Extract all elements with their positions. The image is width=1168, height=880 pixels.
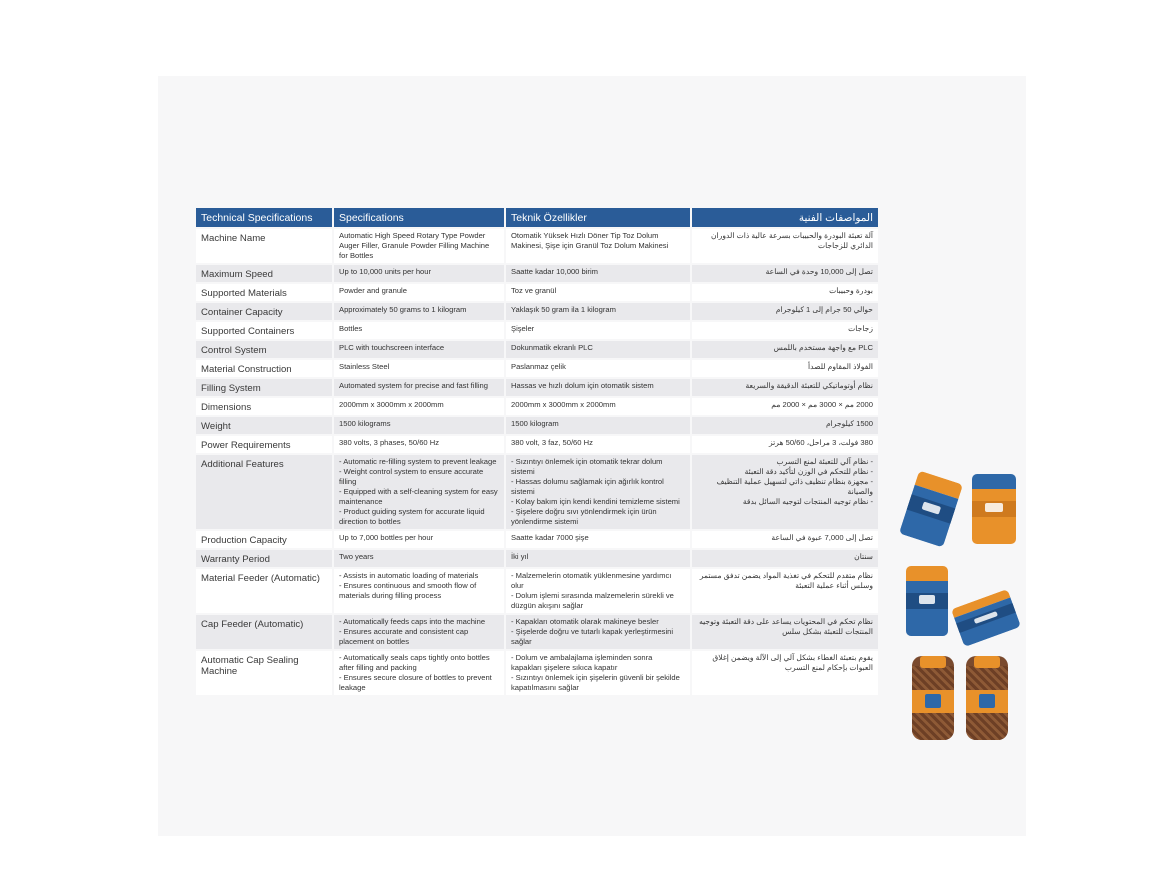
table-row xyxy=(196,651,878,695)
table-row xyxy=(196,550,878,567)
table-row xyxy=(196,436,878,453)
row-label: Automatic Cap Sealing Machine xyxy=(196,651,332,695)
product-jar-tilted-icon xyxy=(951,589,1021,647)
row-turkish: - Kapakları otomatik olarak makineye besler - Şişelerde doğru ve tutarlı kapak yerleştirmesini sağlar xyxy=(506,615,690,649)
row-arabic: آلة تعبئة البودرة والحبيبات بسرعة عالية ذات الدوران الدائري للزجاجات xyxy=(692,229,878,263)
table-row xyxy=(196,303,878,320)
table-row xyxy=(196,569,878,613)
row-english: Up to 7,000 bottles per hour xyxy=(334,531,504,548)
row-arabic: - نظام آلي للتعبئة لمنع التسرب - نظام للتحكم في الوزن لتأكيد دقة التعبئة - مجهزة بنظام تنظيف ذاتي لتسهيل عملية التنظيف والصيانة - نظام توجيه المنتجات لتوجيه السائل بدقة xyxy=(692,455,878,529)
row-english: 2000mm x 3000mm x 2000mm xyxy=(334,398,504,415)
row-label: Power Requirements xyxy=(196,436,332,453)
row-arabic: حوالي 50 جرام إلى 1 كيلوجرام xyxy=(692,303,878,320)
row-turkish: Saatte kadar 7000 şişe xyxy=(506,531,690,548)
coffee-jars-icon xyxy=(912,656,954,740)
row-turkish: Yaklaşık 50 gram ila 1 kilogram xyxy=(506,303,690,320)
table-row xyxy=(196,229,878,263)
row-english: - Automatic re-filling system to prevent leakage - Weight control system to ensure accurate filling - Equipped with a self-cleaning system for easy maintenance - Product guiding system for accurate liquid direction to bottles xyxy=(334,455,504,529)
row-english: - Automatically feeds caps into the machine - Ensures accurate and consistent cap placement on bottles xyxy=(334,615,504,649)
row-turkish: İki yıl xyxy=(506,550,690,567)
table-row xyxy=(196,398,878,415)
row-arabic: زجاجات xyxy=(692,322,878,339)
row-english: Powder and granule xyxy=(334,284,504,301)
row-turkish: - Sızıntıyı önlemek için otomatik tekrar dolum sistemi - Hassas dolumu sağlamak için ağırlık kontrol sistemi - Kolay bakım için kendi kendini temizleme sistemi - Şişelere doğru sıvı yönlendirmek için ürün yönlendirme sistemi xyxy=(506,455,690,529)
row-label: Supported Containers xyxy=(196,322,332,339)
row-english: - Automatically seals caps tightly onto bottles after filling and packing - Ensures secure closure of bottles to prevent leakage xyxy=(334,651,504,695)
coffee-jar-icon xyxy=(966,656,1008,740)
table-row xyxy=(196,417,878,434)
table-row xyxy=(196,379,878,396)
row-english: 1500 kilograms xyxy=(334,417,504,434)
table-row xyxy=(196,284,878,301)
product-jars-stack-icon xyxy=(906,566,948,636)
row-arabic: نظام تحكم في المحتويات يساعد على دقة التعبئة وتوجيه المنتجات للتعبئة بشكل سلس xyxy=(692,615,878,649)
row-turkish: 1500 kilogram xyxy=(506,417,690,434)
row-label: Control System xyxy=(196,341,332,358)
row-turkish: Hassas ve hızlı dolum için otomatik sistem xyxy=(506,379,690,396)
row-turkish: Otomatik Yüksek Hızlı Döner Tip Toz Dolum Makinesi, Şişe için Granül Toz Dolum Makinesi xyxy=(506,229,690,263)
row-english: PLC with touchscreen interface xyxy=(334,341,504,358)
table-row xyxy=(196,615,878,649)
row-label: Warranty Period xyxy=(196,550,332,567)
row-arabic: تصل إلى 7,000 عبوة في الساعة xyxy=(692,531,878,548)
row-arabic: تصل إلى 10,000 وحدة في الساعة xyxy=(692,265,878,282)
row-turkish: Şişeler xyxy=(506,322,690,339)
product-images xyxy=(898,466,1038,756)
row-turkish: Saatte kadar 10,000 birim xyxy=(506,265,690,282)
table-row xyxy=(196,455,878,529)
product-jar-icon xyxy=(972,474,1016,544)
row-arabic: بودرة وحبيبات xyxy=(692,284,878,301)
row-turkish: Paslanmaz çelik xyxy=(506,360,690,377)
row-turkish: 380 volt, 3 faz, 50/60 Hz xyxy=(506,436,690,453)
row-label: Machine Name xyxy=(196,229,332,263)
row-turkish: Toz ve granül xyxy=(506,284,690,301)
row-turkish: - Dolum ve ambalajlama işleminden sonra kapakları şişelere sıkıca kapatır - Sızıntıyı önlemek için şişelerin güvenli bir şekilde kapatılmasını sağlar xyxy=(506,651,690,695)
row-arabic: الفولاذ المقاوم للصدأ xyxy=(692,360,878,377)
product-jars-pair-icon xyxy=(899,471,963,548)
row-label: Filling System xyxy=(196,379,332,396)
row-label: Material Feeder (Automatic) xyxy=(196,569,332,613)
table-row xyxy=(196,531,878,548)
row-english: - Assists in automatic loading of materials - Ensures continuous and smooth flow of materials during filling process xyxy=(334,569,504,613)
row-arabic: سنتان xyxy=(692,550,878,567)
row-arabic: نظام متقدم للتحكم في تغذية المواد يضمن تدفق مستمر وسلس أثناء عملية التعبئة xyxy=(692,569,878,613)
row-english: 380 volts, 3 phases, 50/60 Hz xyxy=(334,436,504,453)
spec-table-header xyxy=(196,208,878,227)
row-arabic: 1500 كيلوجرام xyxy=(692,417,878,434)
row-label: Weight xyxy=(196,417,332,434)
row-english: Up to 10,000 units per hour xyxy=(334,265,504,282)
row-english: Stainless Steel xyxy=(334,360,504,377)
row-english: Two years xyxy=(334,550,504,567)
header-teknik-ozellikler: Teknik Özellikler xyxy=(506,208,690,227)
header-technical-specifications: Technical Specifications xyxy=(196,208,332,227)
row-arabic: يقوم بتعبئة الغطاء بشكل آلي إلى الآلة ويضمن إغلاق العبوات بإحكام لمنع التسرب xyxy=(692,651,878,695)
row-label: Dimensions xyxy=(196,398,332,415)
row-arabic: 2000 مم × 3000 مم × 2000 مم xyxy=(692,398,878,415)
row-label: Material Construction xyxy=(196,360,332,377)
row-label: Maximum Speed xyxy=(196,265,332,282)
row-arabic: PLC مع واجهة مستخدم باللمس xyxy=(692,341,878,358)
row-label: Supported Materials xyxy=(196,284,332,301)
row-turkish: - Malzemelerin otomatik yüklenmesine yardımcı olur - Dolum işlemi sırasında malzemelerin sürekli ve düzgün akışını sağlar xyxy=(506,569,690,613)
row-label: Production Capacity xyxy=(196,531,332,548)
row-label: Container Capacity xyxy=(196,303,332,320)
table-row xyxy=(196,265,878,282)
row-turkish: 2000mm x 3000mm x 2000mm xyxy=(506,398,690,415)
row-turkish: Dokunmatik ekranlı PLC xyxy=(506,341,690,358)
row-english: Automated system for precise and fast filling xyxy=(334,379,504,396)
table-row xyxy=(196,322,878,339)
row-english: Bottles xyxy=(334,322,504,339)
spec-table xyxy=(194,206,880,697)
row-english: Approximately 50 grams to 1 kilogram xyxy=(334,303,504,320)
row-arabic: 380 فولت، 3 مراحل، 50/60 هرتز xyxy=(692,436,878,453)
row-english: Automatic High Speed Rotary Type Powder Auger Filler, Granule Powder Filling Machine for Bottles xyxy=(334,229,504,263)
table-row xyxy=(196,360,878,377)
header-specifications: Specifications xyxy=(334,208,504,227)
row-label: Cap Feeder (Automatic) xyxy=(196,615,332,649)
row-label: Additional Features xyxy=(196,455,332,529)
row-arabic: نظام أوتوماتيكي للتعبئة الدقيقة والسريعة xyxy=(692,379,878,396)
header-arabic-specifications: المواصفات الفنية xyxy=(692,208,878,227)
table-row xyxy=(196,341,878,358)
